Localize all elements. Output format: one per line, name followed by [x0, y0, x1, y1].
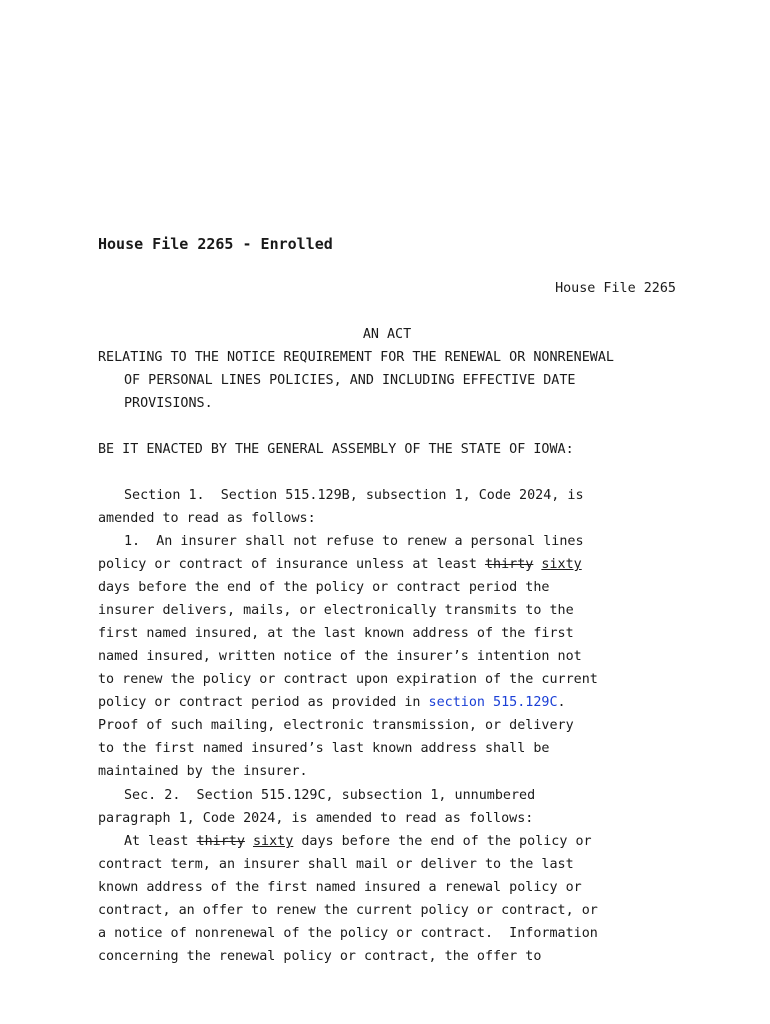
section-1-text: to renew the policy or contract upon expiration of the current	[98, 672, 598, 687]
section-1-text: 1. An insurer shall not refuse to renew a personal lines	[124, 534, 584, 549]
section-2-text: concerning the renewal policy or contract, the offer to	[98, 949, 542, 964]
inserted-text: sixty	[541, 557, 582, 572]
section-1-text: maintained by the insurer.	[98, 764, 308, 779]
section-2-text: paragraph 1, Code 2024, is amended to read as follows:	[98, 811, 534, 826]
section-1-text: insurer delivers, mails, or electronically transmits to the	[98, 603, 574, 618]
section-515-129c-link[interactable]: section 515.129C	[428, 695, 558, 710]
text-fragment	[245, 834, 253, 849]
act-heading: AN ACT	[362, 327, 412, 342]
text-fragment: At least	[124, 834, 197, 849]
struck-text: thirty	[196, 834, 245, 849]
section-2-text	[98, 830, 702, 853]
section-2-text: a notice of nonrenewal of the policy or contract. Information	[98, 926, 598, 941]
document-title: House File 2265 - Enrolled	[98, 235, 333, 253]
section-1-text: first named insured, at the last known address of the first	[98, 626, 574, 641]
relating-clause-line: RELATING TO THE NOTICE REQUIREMENT FOR THE RENEWAL OR NONRENEWAL	[98, 350, 614, 365]
text-fragment: .	[557, 695, 566, 710]
file-label: House File 2265	[555, 281, 676, 296]
section-1-text	[98, 553, 676, 576]
relating-clause-line: OF PERSONAL LINES POLICIES, AND INCLUDING EFFECTIVE DATE	[124, 373, 576, 388]
section-1-text: Proof of such mailing, electronic transmission, or delivery	[98, 718, 574, 733]
enacting-clause: BE IT ENACTED BY THE GENERAL ASSEMBLY OF THE STATE OF IOWA:	[98, 442, 574, 457]
text-fragment: policy or contract period as provided in	[98, 695, 429, 710]
section-1-heading: Section 1. Section 515.129B, subsection 1, Code 2024, is	[124, 488, 584, 503]
relating-clause-line: PROVISIONS.	[124, 396, 213, 411]
struck-text: thirty	[484, 557, 534, 572]
section-2-heading: Sec. 2. Section 515.129C, subsection 1, unnumbered	[124, 788, 536, 803]
section-1-text: days before the end of the policy or contract period the	[98, 580, 550, 595]
section-2-text: known address of the first named insured a renewal policy or	[98, 880, 582, 895]
inserted-text: sixty	[253, 834, 294, 849]
section-2-text: contract term, an insurer shall mail or deliver to the last	[98, 857, 574, 872]
section-2-text: contract, an offer to renew the current policy or contract, or	[98, 903, 598, 918]
text-fragment: days before the end of the policy or	[293, 834, 592, 849]
section-1-text: to the first named insured’s last known address shall be	[98, 741, 550, 756]
text-fragment: policy or contract of insurance unless at least	[98, 557, 485, 572]
section-1-text	[98, 691, 676, 714]
section-1-text: amended to read as follows:	[98, 511, 316, 526]
section-1-text: named insured, written notice of the insurer’s intention not	[98, 649, 582, 664]
